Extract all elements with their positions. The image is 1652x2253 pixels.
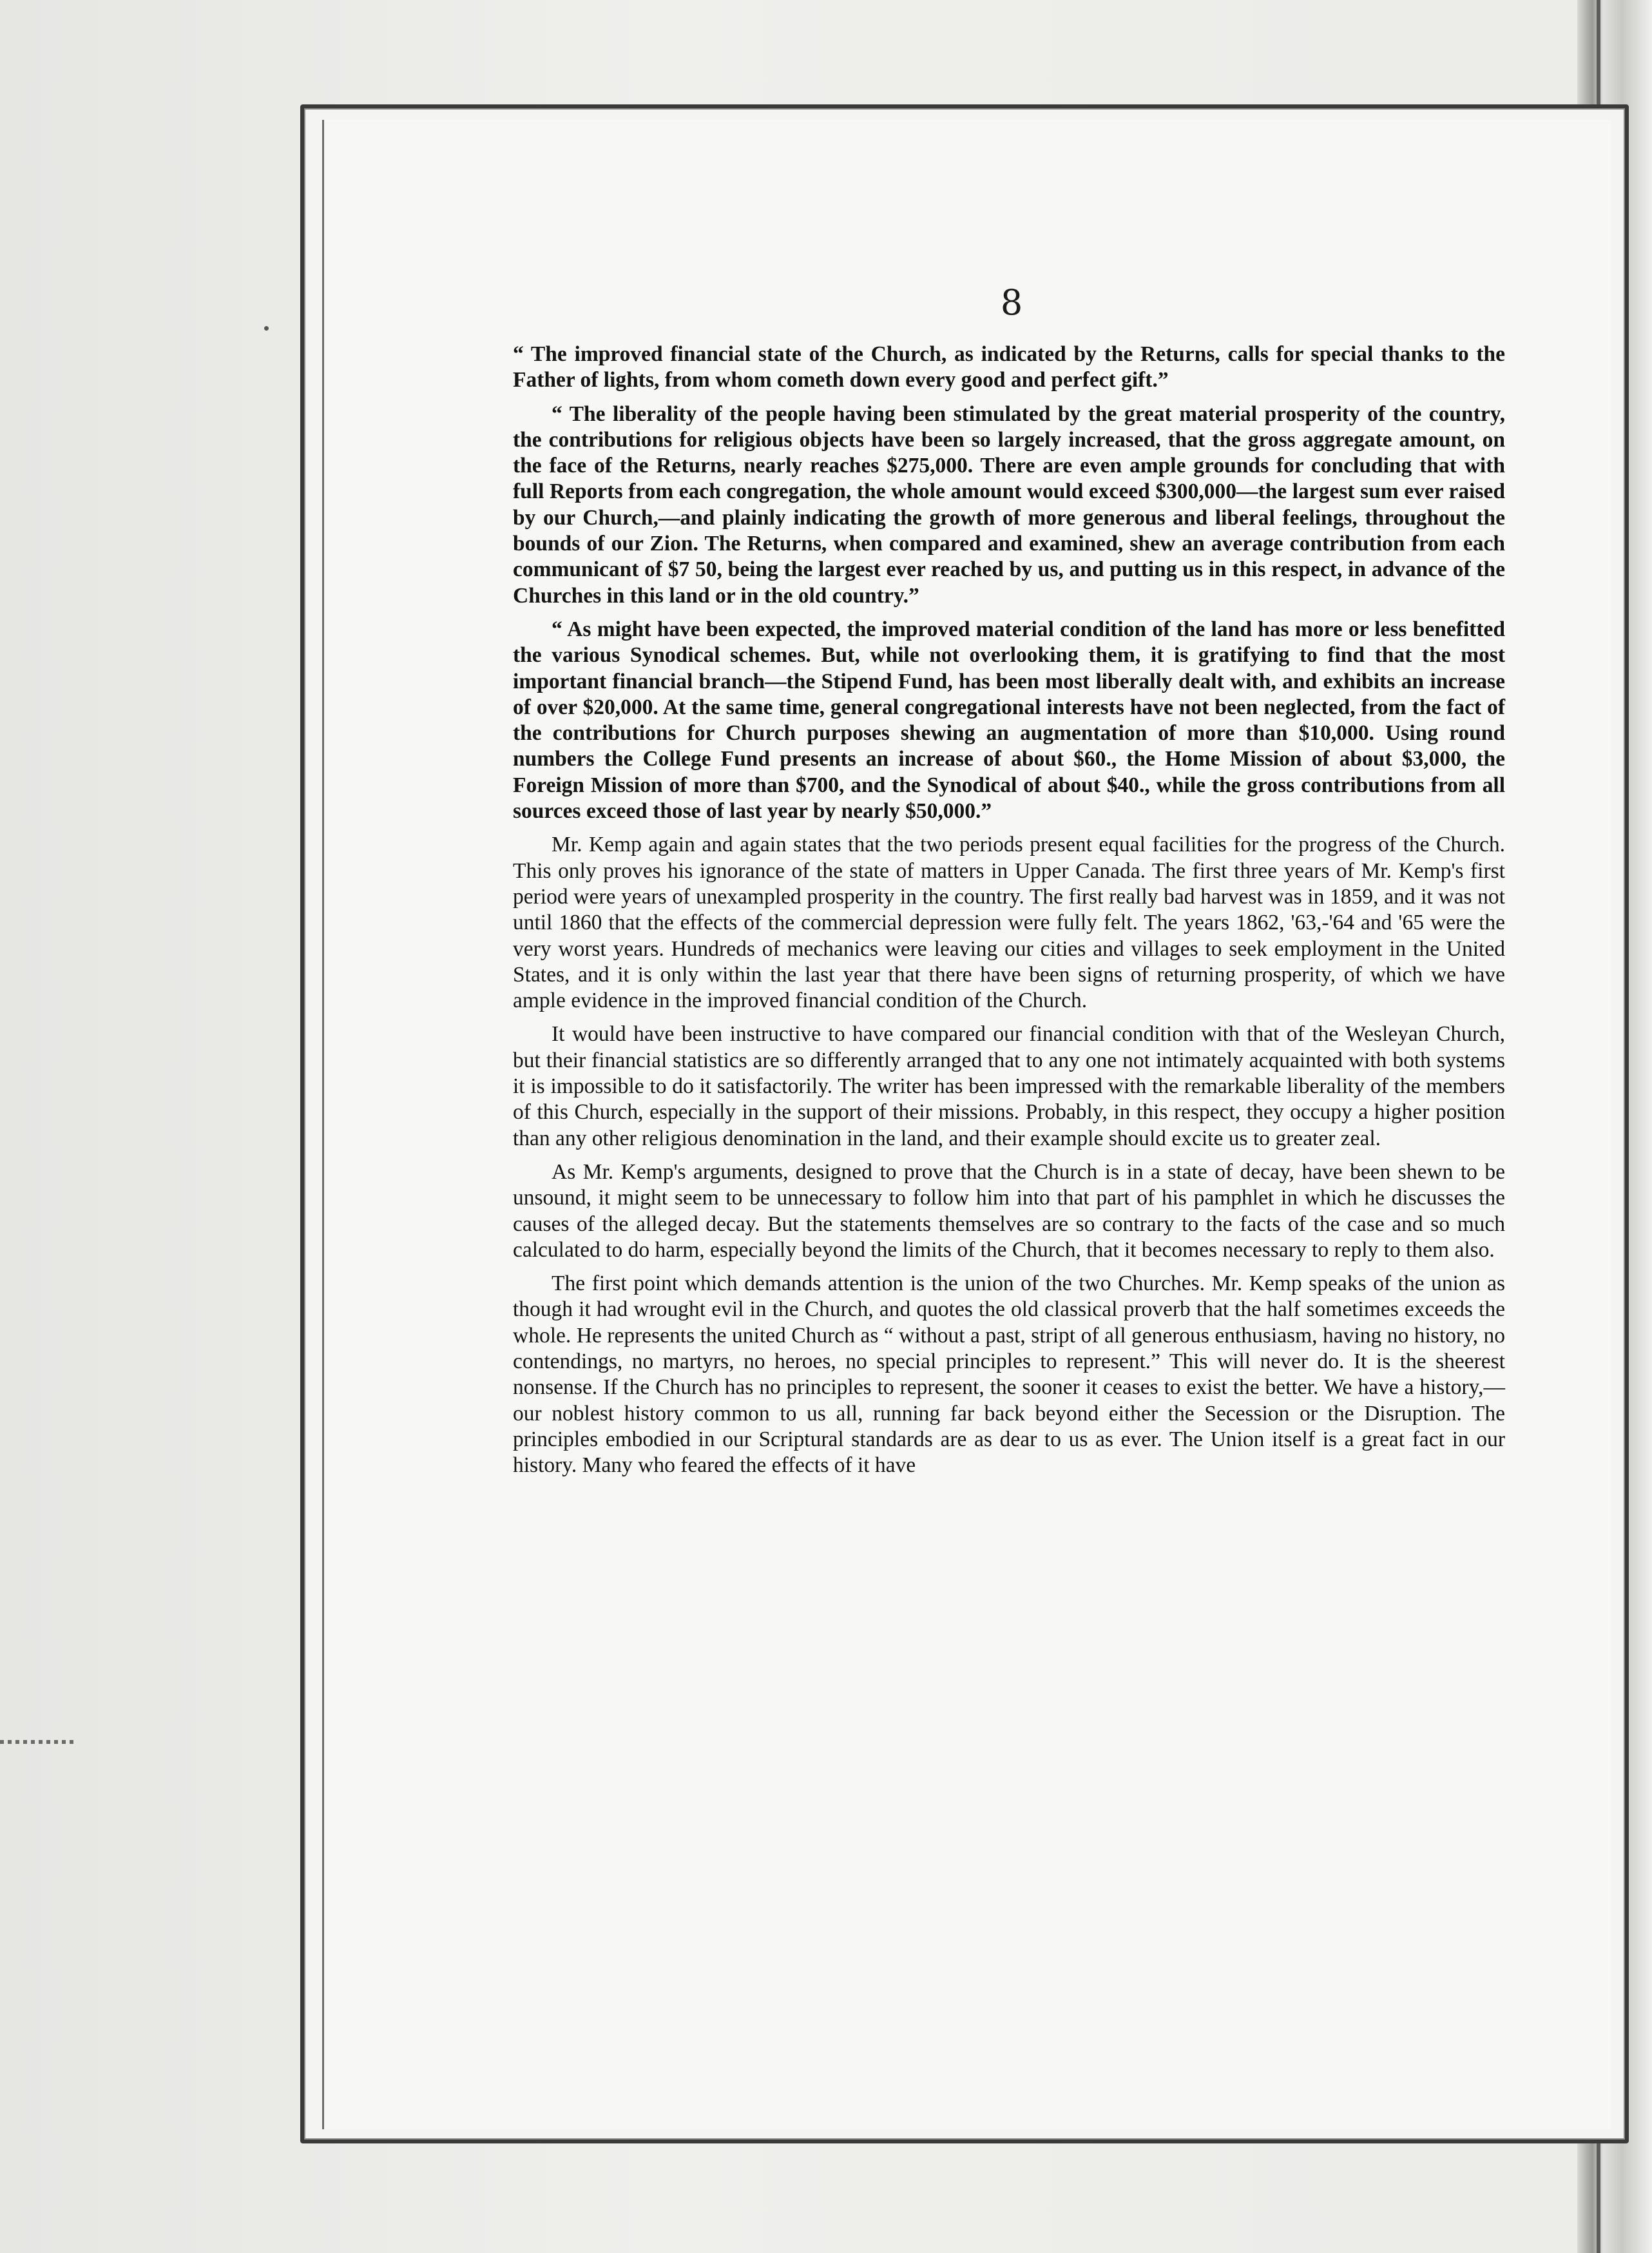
page-number: 8 (1000, 282, 1023, 323)
quoted-paragraph: “ The liberality of the people having been stimulated by the great material prosperity of the country, the contributions for religious objects have been so largely increased, that the gross aggregate amount, on the face of the Returns, nearly reaches $275,000. There are even ample grounds for concluding that with full Reports from each congregation, the whole amount would exceed $300,000—the largest sum ever raised by our Church,—and plainly indicating the growth of more generous and liberal feelings, throughout the bounds of our Zion. The Returns, when compared and examined, shew an average contribution from each communicant of $7 50, being the largest ever reached by us, and putting us in this respect, in advance of the Churches in this land or in the old country.” (513, 401, 1505, 608)
body-paragraph: The first point which demands attention is the union of the two Churches. Mr. Kemp speaks of the union as though it had wrought evil in the Church, and quotes the old classical proverb that the half sometimes exceeds the whole. He represents the united Church as “ without a past, stript of all generous enthusiasm, having no history, no contendings, no martyrs, no heroes, no special principles to represent.” This will never do. It is the sheerest nonsense. If the Church has no principles to represent, the sooner it ceases to exist the better. We have a history,—our noblest history common to us all, running far back beyond either the Secession or the Disruption. The principles embodied in our Scriptural standards are as dear to us as ever. The Union itself is a great fact in our history. Many who feared the effects of it have (513, 1272, 1505, 1478)
quoted-paragraph: “ The improved financial state of the Church, as indicated by the Returns, calls for special thanks to the Father of lights, from whom cometh down every good and perfect gift.” (513, 342, 1505, 392)
body-paragraph: It would have been instructive to have compared our financial condition with that of the Wesleyan Church, but their financial statistics are so differently arranged that to any one not intimately acquainted with both systems it is impossible to do it satisfactorily. The writer has been impressed with the remarkable liberality of the members of this Church, especially in the support of their missions. Probably, in this respect, they occupy a higher position than any other religious denomination in the land, and their example should excite us to greater zeal. (513, 1022, 1505, 1150)
body-paragraph: As Mr. Kemp's arguments, designed to prove that the Church is in a state of decay, have been shewn to be unsound, it might seem to be unnecessary to follow him into that part of his pamphlet in which he discusses the causes of the alleged decay. But the statements themselves are so contrary to the facts of the case and so much calculated to do harm, especially beyond the limits of the Church, that it becomes necessary to reply to them also. (513, 1159, 1505, 1262)
scan-speck (264, 326, 269, 331)
quoted-paragraph: “ As might have been expected, the improved material condition of the land has more or less benefitted the various Synodical schemes. But, while not overlooking them, it is gratifying to find that the most important financial branch—the Stipend Fund, has been most liberally dealt with, and exhibits an increase of over $20,000. At the same time, general congregational interests have not been neglected, from the fact of the contributions for Church purposes shewing an augmentation of more than $10,000. Using round numbers the College Fund presents an increase of about $60., the Home Mission of about $3,000, the Foreign Mission of more than $700, and the Synodical of about $40., while the gross contributions from all sources exceed those of last year by nearly $50,000.” (513, 617, 1505, 824)
scan-margin-mark (0, 1740, 77, 1744)
body-paragraph: Mr. Kemp again and again states that the two periods present equal facilities for the progress of the Church. This only proves his ignorance of the state of matters in Upper Canada. The first three years of Mr. Kemp's first period were years of unexampled prosperity in the country. The first really bad harvest was in 1859, and it was not until 1860 that the effects of the commercial depression were fully felt. The years 1862, '63,-'64 and '65 were the very worst years. Hundreds of mechanics were leaving our cities and villages to seek employment in the United States, and it is only within the last year that there have been signs of returning prosperity, of which we have ample evidence in the improved financial condition of the Church. (513, 833, 1505, 1013)
document-body (513, 342, 1505, 1486)
